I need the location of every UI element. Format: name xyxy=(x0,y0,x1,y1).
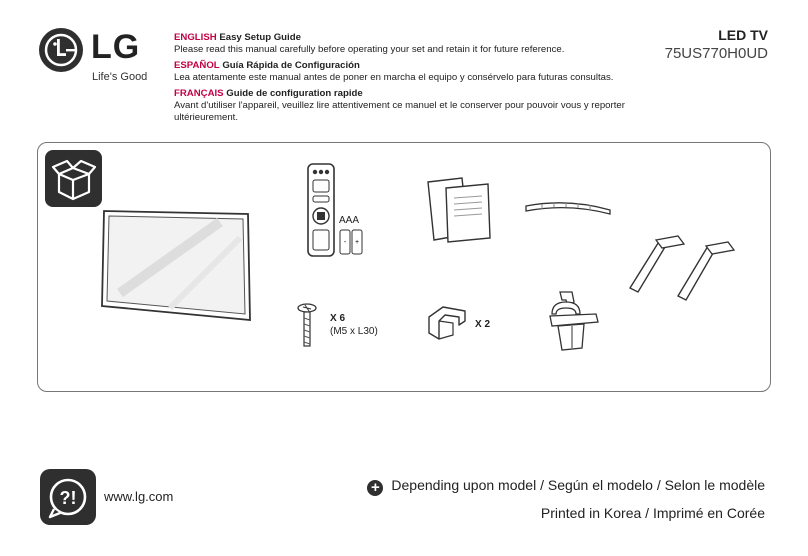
cable-clip-icon xyxy=(423,303,471,343)
lang-title: Easy Setup Guide xyxy=(219,32,301,43)
website-link[interactable]: www.lg.com xyxy=(104,489,174,504)
cable-holder-icon xyxy=(538,288,604,358)
manual-booklets-icon xyxy=(424,176,496,246)
lang-text: Lea atentamente este manual antes de poner en marcha el equipo y consérvelo para futuras consultas. xyxy=(174,72,614,83)
screw-spec: (M5 x L30) xyxy=(330,326,378,337)
lang-title: Guía Rápida de Configuración xyxy=(222,60,360,71)
cable-tie-icon xyxy=(522,196,614,220)
svg-text:?!: ?! xyxy=(59,488,77,508)
lang-code: FRANÇAIS xyxy=(174,88,224,99)
svg-text:-: - xyxy=(343,239,347,246)
screw-icon xyxy=(296,302,318,350)
printed-in: Printed in Korea / Imprimé en Corée xyxy=(540,505,765,521)
model-note-text: Depending upon model / Según el modelo / Selon le modèle xyxy=(391,477,765,493)
battery-label: AAA xyxy=(339,215,360,226)
lang-text: Avant d'utiliser l'appareil, veuillez lire attentivement ce manuel et le conserver pour pouvoir vous y reporter ultérieurement. xyxy=(174,100,625,123)
lang-title: Guide de configuration rapide xyxy=(226,88,363,99)
screw-qty: X 6 xyxy=(330,313,346,324)
lg-logo-icon xyxy=(38,27,84,73)
open-box-icon xyxy=(45,150,102,207)
plus-circle-icon: + xyxy=(367,480,383,496)
lang-spanish xyxy=(174,60,644,84)
tv-illustration xyxy=(100,208,252,323)
tagline: Life's Good xyxy=(92,71,148,83)
clip-qty: X 2 xyxy=(475,319,491,330)
svg-text:+: + xyxy=(354,239,360,246)
product-type: LED TV xyxy=(718,27,768,43)
lang-code: ENGLISH xyxy=(174,32,217,43)
lang-text: Please read this manual carefully before operating your set and retain it for future reference. xyxy=(174,44,565,55)
remote-control-icon xyxy=(302,160,372,260)
logo-wordmark: LG xyxy=(91,28,141,66)
stand-legs-icon xyxy=(622,228,758,302)
lang-french xyxy=(174,88,634,124)
lang-code: ESPAÑOL xyxy=(174,60,220,71)
lang-english xyxy=(174,32,644,56)
help-chat-icon xyxy=(40,469,96,525)
product-model: 75US770H0UD xyxy=(664,45,768,62)
model-note xyxy=(367,477,765,496)
